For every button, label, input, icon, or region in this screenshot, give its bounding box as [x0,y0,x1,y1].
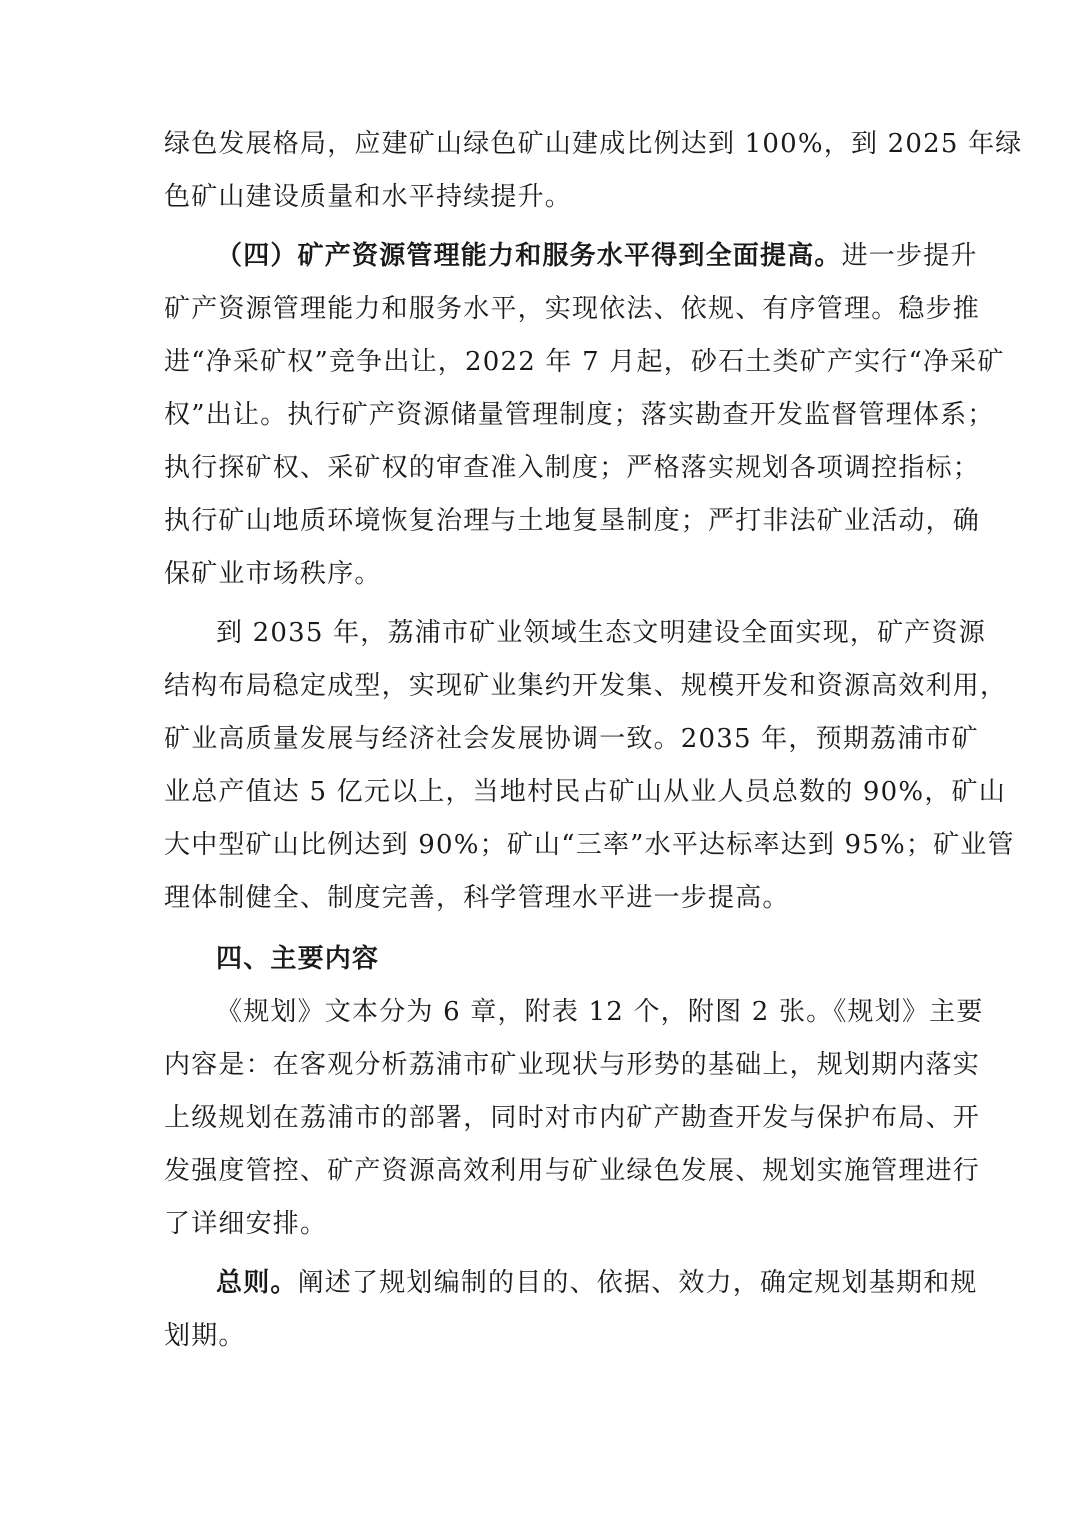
bold-lead: 总则。 [216,1268,298,1298]
text-line: 执行矿山地质环境恢复治理与土地复垦制度；严打非法矿业活动，确 [164,506,981,536]
paragraph-5 [164,1257,978,1363]
paragraph-first-line [164,1257,978,1310]
paragraph-first-line: 《规划》文本分为 6 章，附表 12 个，附图 2 张。《规划》主要 [216,997,984,1027]
paragraph-first-line [164,230,978,283]
text-line: 了详细安排。 [164,1209,328,1239]
text-line: 权”出让。执行矿产资源储量管理制度；落实勘查开发监督管理体系； [164,400,995,430]
text-line: 理体制健全、制度完善，科学管理水平进一步提高。 [164,883,790,913]
first-line-text: 阐述了规划编制的目的、依据、效力，确定规划基期和规 [297,1268,978,1298]
text-line: 业总产值达 5 亿元以上，当地村民占矿山从业人员总数的 90%，矿山 [164,777,1006,807]
text-line: 上级规划在荔浦市的部署，同时对市内矿产勘查开发与保护布局、开 [164,1103,981,1133]
section-heading: 四、主要内容 [216,944,380,974]
paragraph-3 [164,607,1015,925]
text-line: 进“净采矿权”竞争出让，2022 年 7 月起，砂石土类矿产实行“净采矿 [164,347,1005,377]
paragraph-4 [164,986,984,1251]
text-line: 划期。 [164,1321,246,1351]
text-line: 矿业高质量发展与经济社会发展协调一致。2035 年，预期荔浦市矿 [164,724,979,754]
text-line: 矿产资源管理能力和服务水平，实现依法、依规、有序管理。稳步推 [164,294,981,324]
paragraph-first-line: 到 2035 年，荔浦市矿业领域生态文明建设全面实现，矿产资源 [216,618,986,648]
text-line: 内容是：在客观分析荔浦市矿业现状与形势的基础上，规划期内落实 [164,1050,981,1080]
document-page [164,118,1023,1363]
text-line: 执行探矿权、采矿权的审查准入制度；严格落实规划各项调控指标； [164,453,981,483]
first-line-text: 进一步提升 [841,241,978,271]
paragraph-2 [164,230,1005,601]
text-line: 色矿山建设质量和水平持续提升。 [164,182,573,212]
text-line: 发强度管控、矿产资源高效利用与矿业绿色发展、规划实施管理进行 [164,1156,981,1186]
bold-lead: （四）矿产资源管理能力和服务水平得到全面提高。 [216,241,842,271]
text-line: 保矿业市场秩序。 [164,559,382,589]
text-line: 大中型矿山比例达到 90%；矿山“三率”水平达标率达到 95%；矿业管 [164,830,1015,860]
paragraph-1 [164,118,1023,224]
text-line: 绿色发展格局，应建矿山绿色矿山建成比例达到 100%，到 2025 年绿 [164,129,1023,159]
text-line: 结构布局稳定成型，实现矿业集约开发集、规模开发和资源高效利用， [164,671,1008,701]
